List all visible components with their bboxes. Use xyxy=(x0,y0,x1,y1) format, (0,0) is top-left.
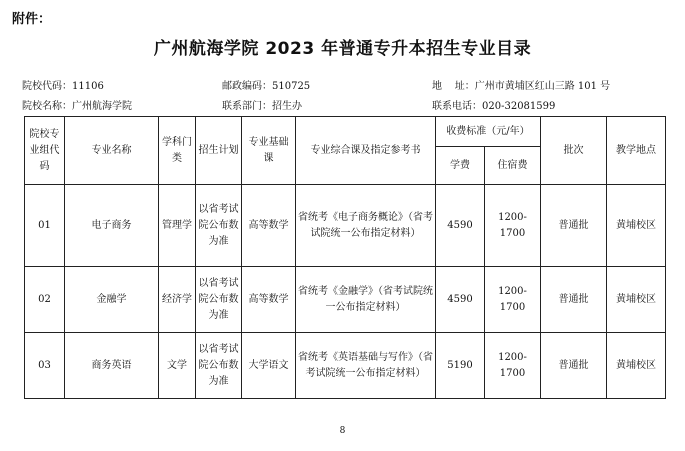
header-category: 学科门类 xyxy=(159,117,196,185)
table-row xyxy=(25,267,666,333)
cell-accommodation: 1200-1700 xyxy=(485,333,541,399)
contact-dept-value: 招生办 xyxy=(272,101,302,112)
cell-batch: 普通批 xyxy=(541,267,607,333)
cell-comprehensive: 省统考《金融学》（省考试院统一公布指定材料） xyxy=(296,267,436,333)
header-group-code: 院校专业组代码 xyxy=(25,117,65,185)
cell-location: 黄埔校区 xyxy=(607,267,666,333)
cell-batch: 普通批 xyxy=(541,185,607,267)
cell-tuition: 5190 xyxy=(436,333,485,399)
header-tuition: 学费 xyxy=(436,147,485,185)
cell-group-code: 03 xyxy=(25,333,65,399)
school-code-line xyxy=(22,77,104,92)
phone-line xyxy=(432,97,555,112)
table-header-row xyxy=(25,117,666,147)
postcode-line xyxy=(222,77,310,92)
cell-comprehensive: 省统考《电子商务概论》（省考试院统一公布指定材料） xyxy=(296,185,436,267)
cell-basic-course: 高等数学 xyxy=(242,185,296,267)
cell-location: 黄埔校区 xyxy=(607,333,666,399)
school-name-value: 广州航海学院 xyxy=(72,101,132,112)
cell-plan: 以省考试院公布数为准 xyxy=(196,333,242,399)
attachment-label: 附件： xyxy=(12,12,52,27)
header-batch: 批次 xyxy=(541,117,607,185)
cell-category: 文学 xyxy=(159,333,196,399)
header-major: 专业名称 xyxy=(65,117,159,185)
address-line xyxy=(432,77,610,92)
phone-value: 020-32081599 xyxy=(482,101,556,112)
page-title: 广州航海学院 2023 年普通专升本招生专业目录 xyxy=(153,39,532,59)
header-comprehensive: 专业综合课及指定参考书 xyxy=(296,117,436,185)
school-code-value: 11106 xyxy=(72,81,104,92)
cell-group-code: 02 xyxy=(25,267,65,333)
header-basic-course: 专业基础课 xyxy=(242,117,296,185)
school-name-label: 院校名称： xyxy=(22,101,72,112)
school-code-label: 院校代码： xyxy=(22,81,72,92)
phone-label: 联系电话： xyxy=(432,101,482,112)
cell-location: 黄埔校区 xyxy=(607,185,666,267)
major-catalog-table xyxy=(24,116,666,399)
cell-batch: 普通批 xyxy=(541,333,607,399)
contact-dept-line xyxy=(222,97,302,112)
school-name-line xyxy=(22,97,132,112)
cell-category: 经济学 xyxy=(159,267,196,333)
cell-comprehensive: 省统考《英语基础与写作》（省考试院统一公布指定材料） xyxy=(296,333,436,399)
table-row xyxy=(25,333,666,399)
header-fee-standard: 收费标准（元/年） xyxy=(436,117,541,147)
cell-plan: 以省考试院公布数为准 xyxy=(196,185,242,267)
page-number: 8 xyxy=(339,426,346,436)
cell-major: 电子商务 xyxy=(65,185,159,267)
postcode-value: 510725 xyxy=(272,81,311,92)
table-row xyxy=(25,185,666,267)
contact-dept-label: 联系部门： xyxy=(222,101,272,112)
cell-basic-course: 大学语文 xyxy=(242,333,296,399)
header-accommodation: 住宿费 xyxy=(485,147,541,185)
cell-group-code: 01 xyxy=(25,185,65,267)
header-plan: 招生计划 xyxy=(196,117,242,185)
cell-basic-course: 高等数学 xyxy=(242,267,296,333)
address-label: 地 址： xyxy=(432,81,475,92)
cell-tuition: 4590 xyxy=(436,185,485,267)
cell-accommodation: 1200-1700 xyxy=(485,267,541,333)
postcode-label: 邮政编码： xyxy=(222,81,272,92)
address-value: 广州市黄埔区红山三路 101 号 xyxy=(474,81,611,92)
cell-accommodation: 1200-1700 xyxy=(485,185,541,267)
cell-category: 管理学 xyxy=(159,185,196,267)
cell-major: 商务英语 xyxy=(65,333,159,399)
cell-tuition: 4590 xyxy=(436,267,485,333)
cell-major: 金融学 xyxy=(65,267,159,333)
cell-plan: 以省考试院公布数为准 xyxy=(196,267,242,333)
header-location: 教学地点 xyxy=(607,117,666,185)
